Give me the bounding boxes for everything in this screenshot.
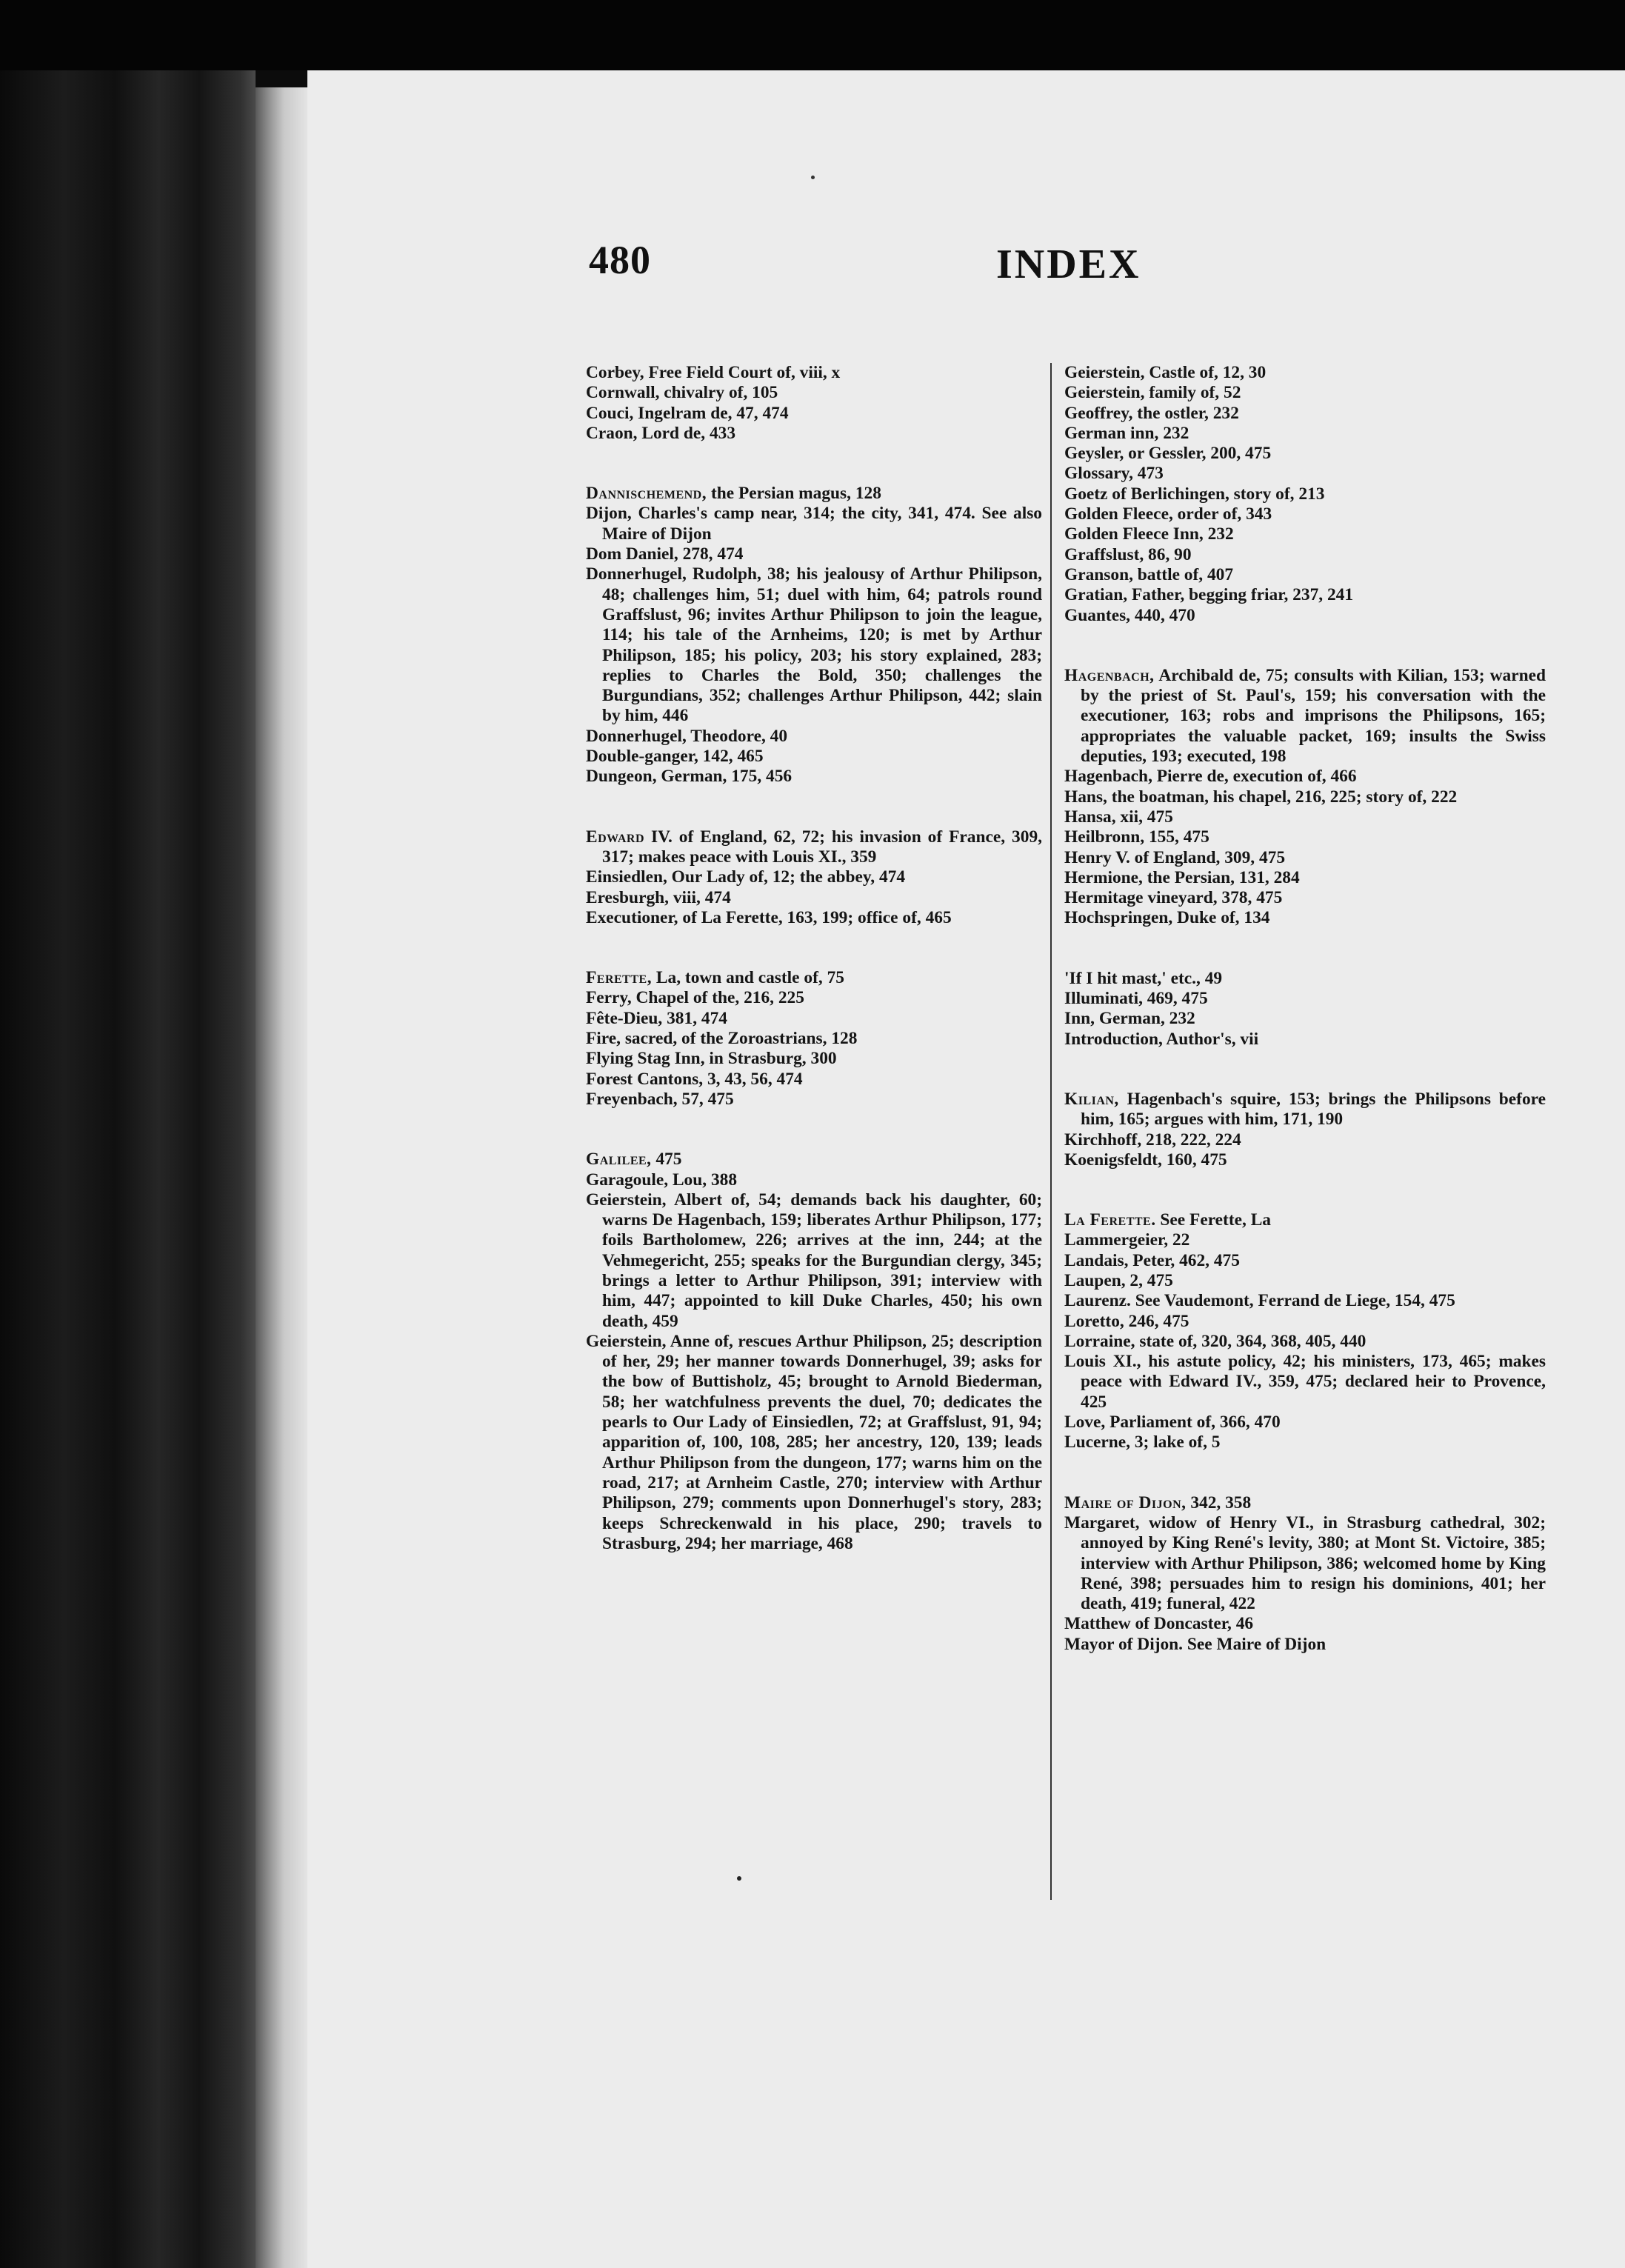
index-entry	[1064, 1251, 1546, 1271]
index-entry-text: Love, Parliament of, 366, 470	[1064, 1413, 1281, 1432]
index-entry-text: Margaret, widow of Henry VI., in Strasburg cathedral, 302; annoyed by King René's levity, 380; at Mont St. Victoire, 385; interview with Arthur Philipson, 386; welcomed home by King René, 398; persuades him to resign his dominions, 401; her death, 419; funeral, 422	[1064, 1512, 1546, 1614]
index-entry	[1064, 1130, 1546, 1150]
index-entry-text: Craon, Lord de, 433	[586, 423, 736, 443]
index-entry	[1064, 1150, 1546, 1170]
index-entry	[586, 908, 1042, 928]
index-entry-text: Ferry, Chapel of the, 216, 225	[586, 988, 804, 1008]
index-entry	[1064, 1352, 1546, 1413]
book-page	[307, 70, 1625, 2268]
index-entry-text: Geierstein, Castle of, 12, 30	[1064, 363, 1267, 382]
index-entry	[1064, 767, 1546, 787]
index-entry	[586, 544, 1042, 564]
index-entry	[1064, 484, 1546, 504]
index-entry	[1064, 868, 1546, 888]
index-entry-text: German inn, 232	[1064, 423, 1189, 443]
index-entry-text: Eresburgh, viii, 474	[586, 887, 731, 907]
index-entry	[586, 888, 1042, 908]
book-binding	[0, 70, 256, 2268]
index-entry-text: Illuminati, 469, 475	[1064, 989, 1208, 1009]
index-entry-text: Forest Cantons, 3, 43, 56, 474	[586, 1069, 803, 1089]
index-entry	[586, 504, 1042, 544]
index-entry-heading: Ferette,	[586, 968, 653, 988]
index-entry	[1064, 1493, 1546, 1513]
index-entry-text: Fire, sacred, of the Zoroastrians, 128	[586, 1029, 858, 1049]
index-entry-text: Lucerne, 3; lake of, 5	[1064, 1432, 1221, 1452]
index-entry-text: Geierstein, Anne of, rescues Arthur Philipson, 25; description of her, 29; her manner towards Donnerhugel, 39; asks for the bow of Buttisholz, 45; brought to Arnold Biederman, 58; her watchfulness prevents the duel, 70; dedicates the pearls to Our Lady of Einsiedlen, 72; at Graffslust, 91, 94; apparition of, 100, 108, 285; her ancestry, 120, 139; leads Arthur Philipson from the dungeon, 177; warns him on the road, 217; at Arnheim Castle, 270; interview with Arthur Philipson, 279; comments upon Donnerhugel's story, 283; keeps Schreckenwald in his place, 290; travels to Strasburg, 294; her marriage, 468	[586, 1331, 1042, 1553]
index-entry	[1064, 1210, 1546, 1230]
index-entry-text: Lorraine, state of, 320, 364, 368, 405, 440	[1064, 1331, 1367, 1351]
index-entry	[586, 827, 1042, 868]
index-entry-text: Freyenbach, 57, 475	[586, 1089, 734, 1109]
index-entry	[1064, 565, 1546, 585]
index-entry	[586, 1009, 1042, 1029]
index-entry-text: Golden Fleece Inn, 232	[1064, 524, 1234, 544]
index-entry-text: Laurenz. See Vaudemont, Ferrand de Liege, 154, 475	[1064, 1291, 1455, 1311]
index-entry	[586, 1190, 1042, 1332]
index-entry-text: Graffslust, 86, 90	[1064, 544, 1192, 564]
index-entry-text: Matthew of Doncaster, 46	[1064, 1614, 1254, 1634]
index-entry	[1064, 1030, 1546, 1050]
column-rule	[1050, 363, 1052, 1900]
index-entry	[1064, 1230, 1546, 1250]
index-entry	[586, 867, 1042, 887]
index-entry-text: Louis XI., his astute policy, 42; his ministers, 173, 465; makes peace with Edward IV., 359, 475; declared heir to Provence, 425	[1064, 1352, 1546, 1412]
index-entry	[586, 727, 1042, 747]
index-entry	[586, 1170, 1042, 1190]
index-entry-text: Golden Fleece, order of, 343	[1064, 504, 1272, 524]
index-entry-text: Hermitage vineyard, 378, 475	[1064, 888, 1283, 908]
index-entry	[1064, 1513, 1546, 1614]
index-entry-text: Geysler, or Gessler, 200, 475	[1064, 444, 1272, 464]
index-entry-text: Kirchhoff, 218, 222, 224	[1064, 1130, 1241, 1150]
index-entry-text: La, town and castle of, 75	[652, 968, 844, 988]
page-header	[307, 237, 1625, 304]
index-entry-text: Einsiedlen, Our Lady of, 12; the abbey, 474	[586, 867, 906, 887]
index-column-left	[586, 363, 1042, 1554]
index-entry	[1064, 585, 1546, 605]
index-entry	[586, 1049, 1042, 1069]
index-entry	[586, 404, 1042, 424]
index-entry	[586, 1332, 1042, 1554]
index-entry-text: Geierstein, family of, 52	[1064, 383, 1241, 403]
index-entry	[1064, 787, 1546, 807]
index-entry-text: Introduction, Author's, vii	[1064, 1029, 1259, 1049]
index-entry-text: Laupen, 2, 475	[1064, 1270, 1173, 1290]
index-entry-text: Inn, German, 232	[1064, 1009, 1195, 1029]
index-entry-heading: Galilee,	[586, 1150, 652, 1170]
index-entry-text: Garagoule, Lou, 388	[586, 1170, 738, 1190]
index-entry-heading: Edward	[586, 827, 645, 847]
index-entry	[1064, 504, 1546, 524]
index-entry-text: See Ferette, La	[1155, 1210, 1271, 1230]
index-entry-text: Donnerhugel, Rudolph, 38; his jealousy of Arthur Philipson, 48; challenges him, 51; duel with him, 64; patrols round Graffslust, 96; invites Arthur Philipson to join the league, 114; his tale of the Arnheims, 120; is met by Arthur Philipson, 185; his policy, 203; his story explained, 283; replies to Charles the Bold, 350; challenges the Burgundians, 352; challenges Arthur Philipson, 442; slain by him, 446	[586, 564, 1042, 726]
index-entry-text: Henry V. of England, 309, 475	[1064, 847, 1286, 867]
index-entry-text: Glossary, 473	[1064, 464, 1164, 484]
index-entry	[586, 1029, 1042, 1049]
index-entry-text: Double-ganger, 142, 465	[586, 747, 764, 767]
index-entry-text: Geoffrey, the ostler, 232	[1064, 403, 1239, 423]
index-entry-text: Hochspringen, Duke of, 134	[1064, 908, 1270, 928]
index-entry	[586, 1090, 1042, 1110]
index-entry	[1064, 1312, 1546, 1332]
index-entry	[1064, 1332, 1546, 1352]
index-entry-text: Executioner, of La Ferette, 163, 199; office of, 465	[586, 907, 952, 927]
index-entry-text: 475	[651, 1150, 682, 1170]
index-entry-text: Goetz of Berlichingen, story of, 213	[1064, 484, 1325, 504]
index-entry-text: Koenigsfeldt, 160, 475	[1064, 1150, 1227, 1170]
index-entry	[1064, 908, 1546, 928]
index-entry-text: Heilbronn, 155, 475	[1064, 827, 1209, 847]
index-entry	[586, 767, 1042, 787]
speck-mark	[737, 1876, 741, 1881]
index-entry-text: Archibald de, 75; consults with Kilian, 153; warned by the priest of St. Paul's, 159; his conversation with the executioner, 163; robs and imprisons the Philipsons, 165; appropriates the valuable packet, 169; insults the Swiss deputies, 193; executed, 198	[1081, 665, 1546, 767]
index-entry-heading: Dannischemend,	[586, 484, 707, 504]
index-entry-text: Dom Daniel, 278, 474	[586, 544, 744, 564]
index-entry	[586, 424, 1042, 444]
index-entry	[586, 484, 1042, 504]
index-entry-text: Gratian, Father, begging friar, 237, 241	[1064, 585, 1354, 605]
index-entry-text: the Persian magus, 128	[707, 484, 881, 504]
index-entry	[1064, 404, 1546, 424]
index-entry	[1064, 1413, 1546, 1432]
index-entry-text: Corbey, Free Field Court of, viii, x	[586, 363, 841, 382]
index-entry	[1064, 524, 1546, 544]
page-number: 480	[589, 238, 651, 282]
index-entry	[586, 1070, 1042, 1090]
index-column-right	[1064, 363, 1546, 1655]
running-head: INDEX	[996, 241, 1141, 287]
index-entry-heading: Kilian,	[1064, 1089, 1119, 1109]
index-entry-text: Dijon, Charles's camp near, 314; the city, 341, 474. See also Maire of Dijon	[586, 504, 1042, 544]
index-entry-text: Fête-Dieu, 381, 474	[586, 1008, 727, 1028]
index-entry-text: Hansa, xii, 475	[1064, 807, 1173, 827]
index-entry-text: Dungeon, German, 175, 456	[586, 767, 793, 787]
index-entry	[586, 988, 1042, 1008]
index-entry	[1064, 1291, 1546, 1311]
index-entry	[586, 564, 1042, 726]
index-entry	[1064, 363, 1546, 383]
index-entry	[1064, 383, 1546, 403]
index-entry	[586, 363, 1042, 383]
index-entry	[1064, 989, 1546, 1009]
index-entry-heading: Maire of Dijon,	[1064, 1492, 1187, 1512]
index-entry	[1064, 424, 1546, 444]
index-entry	[586, 968, 1042, 988]
index-entry-text: Donnerhugel, Theodore, 40	[586, 726, 788, 746]
index-entry	[1064, 1271, 1546, 1291]
index-entry	[1064, 1432, 1546, 1452]
index-entry-text: Cornwall, chivalry of, 105	[586, 383, 778, 403]
index-entry-text: Couci, Ingelram de, 47, 474	[586, 403, 789, 423]
index-entry	[586, 747, 1042, 767]
index-entry-text: Geierstein, Albert of, 54; demands back his daughter, 60; warns De Hagenbach, 159; liberates Arthur Philipson, 177; foils Bartholomew, 226; arrives at the inn, 244; at the Vehmegericht, 255; speaks for the Burgundian clergy, 345; brings a letter to Arthur Philipson, 391; interview with him, 447; appointed to kill Duke Charles, 450; his own death, 459	[586, 1190, 1042, 1331]
index-entry	[586, 383, 1042, 403]
index-entry-text: Landais, Peter, 462, 475	[1064, 1250, 1240, 1270]
index-entry-text: Guantes, 440, 470	[1064, 605, 1195, 625]
index-entry-heading: Hagenbach,	[1064, 665, 1155, 685]
index-entry	[1064, 807, 1546, 827]
index-entry-text: Loretto, 246, 475	[1064, 1311, 1189, 1331]
scan-top-margin	[0, 0, 1625, 70]
index-entry	[1064, 1635, 1546, 1655]
index-entry-text: 'If I hit mast,' etc., 49	[1064, 968, 1223, 988]
index-entry	[1064, 464, 1546, 484]
speck-mark	[811, 176, 815, 179]
index-entry	[1064, 827, 1546, 847]
index-entry-text: Hans, the boatman, his chapel, 216, 225; story of, 222	[1064, 787, 1458, 807]
index-entry-text: Hagenbach's squire, 153; brings the Philipsons before him, 165; argues with him, 171, 190	[1081, 1089, 1546, 1130]
index-entry	[1064, 545, 1546, 565]
index-entry-text: Mayor of Dijon. See Maire of Dijon	[1064, 1634, 1327, 1654]
index-entry	[1064, 444, 1546, 464]
index-entry	[1064, 888, 1546, 908]
index-entry-text: Flying Stag Inn, in Strasburg, 300	[586, 1049, 837, 1069]
index-entry	[1064, 848, 1546, 868]
index-entry-text: Granson, battle of, 407	[1064, 564, 1234, 584]
index-entry	[1064, 969, 1546, 989]
index-entry-text: Hermione, the Persian, 131, 284	[1064, 867, 1300, 887]
index-entry-text: Lammergeier, 22	[1064, 1230, 1190, 1250]
index-entry-text: IV. of England, 62, 72; his invasion of France, 309, 317; makes peace with Louis XI., 359	[602, 827, 1042, 867]
index-entry	[1064, 1009, 1546, 1029]
index-entry	[1064, 606, 1546, 626]
index-entry	[1064, 1614, 1546, 1634]
index-entry	[1064, 1090, 1546, 1130]
page-edge-shadow	[256, 87, 307, 2268]
index-entry-heading: La Ferette.	[1064, 1210, 1156, 1230]
index-entry	[586, 1150, 1042, 1170]
index-entry	[1064, 666, 1546, 767]
index-entry-text: 342, 358	[1186, 1492, 1252, 1512]
index-entry-text: Hagenbach, Pierre de, execution of, 466	[1064, 767, 1357, 787]
